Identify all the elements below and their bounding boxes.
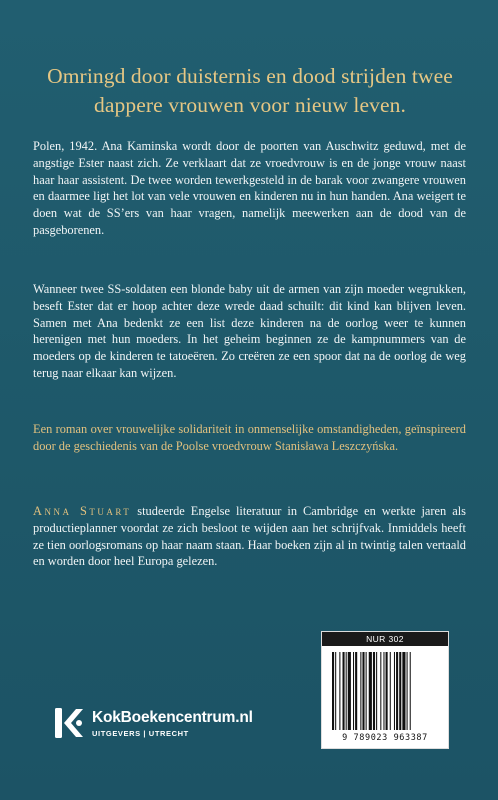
barcode-icon <box>330 652 440 732</box>
publisher-subtitle: UITGEVERS | UTRECHT <box>92 729 189 738</box>
nur-code: NUR 302 <box>322 632 448 646</box>
barcode-box <box>321 631 449 749</box>
author-bio <box>33 503 466 570</box>
kok-boekencentrum-logo-icon <box>52 705 86 741</box>
blurb-paragraph-1: Polen, 1942. Ana Kaminska wordt door de poorten van Auschwitz geduwd, met de angstige Ester naast zich. Ze verklaart dat ze vroedvrouw is en de jonge vrouw naast haar haar assistent. De twee worden tewerkgesteld in de barak voor zwangere vrouwen en daarmee ligt het lot van vele vrouwen en kinderen nu in hun handen. Ana weigert te doen wat de SS’ers van haar vragen, namelijk meewerken aan de dood van de pasgeborenen. <box>33 139 466 237</box>
publisher-name: KokBoekencentrum.nl <box>92 709 253 726</box>
author-bio-text: studeerde Engelse literatuur in Cambridge en werkte jaren als productieplanner voordat ze zich besloot te wijden aan het schrijfvak. Inmiddels heeft ze tien oorlogsromans op haar naam staan. Haar boeken zijn al in twintig talen vertaald en worden door heel Europa gelezen. <box>33 504 466 569</box>
blurb-paragraph-2: Wanneer twee SS-soldaten een blonde baby uit de armen van zijn moeder wegrukken, beseft Ester dat er hoop achter deze wrede daad schuilt: dit kind kan blijven leven. Samen met Ana bedenkt ze een list deze kinderen na de oorlog weer te kunnen herenigen met hun moeders. In het geheim beginnen ze de kampnummers van de moeders op de kinderen te tatoeëren. Zo creëren ze een spoor dat na de oorlog de weg terug naar elkaar kan wijzen. <box>33 282 466 380</box>
author-name: Anna Stuart <box>33 504 132 518</box>
isbn-digits: 9 789023 963387 <box>342 733 428 743</box>
blurb-paragraph-3: Een roman over vrouwelijke solidariteit in onmenselijke omstandigheden, geïnspireerd door de geschiedenis van de Poolse vroedvrouw Stanisława Leszczyńska. <box>33 422 466 453</box>
publisher-block <box>52 705 282 745</box>
tagline: Omringd door duisternis en dood strijden twee dappere vrouwen voor nieuw leven. <box>47 64 453 117</box>
